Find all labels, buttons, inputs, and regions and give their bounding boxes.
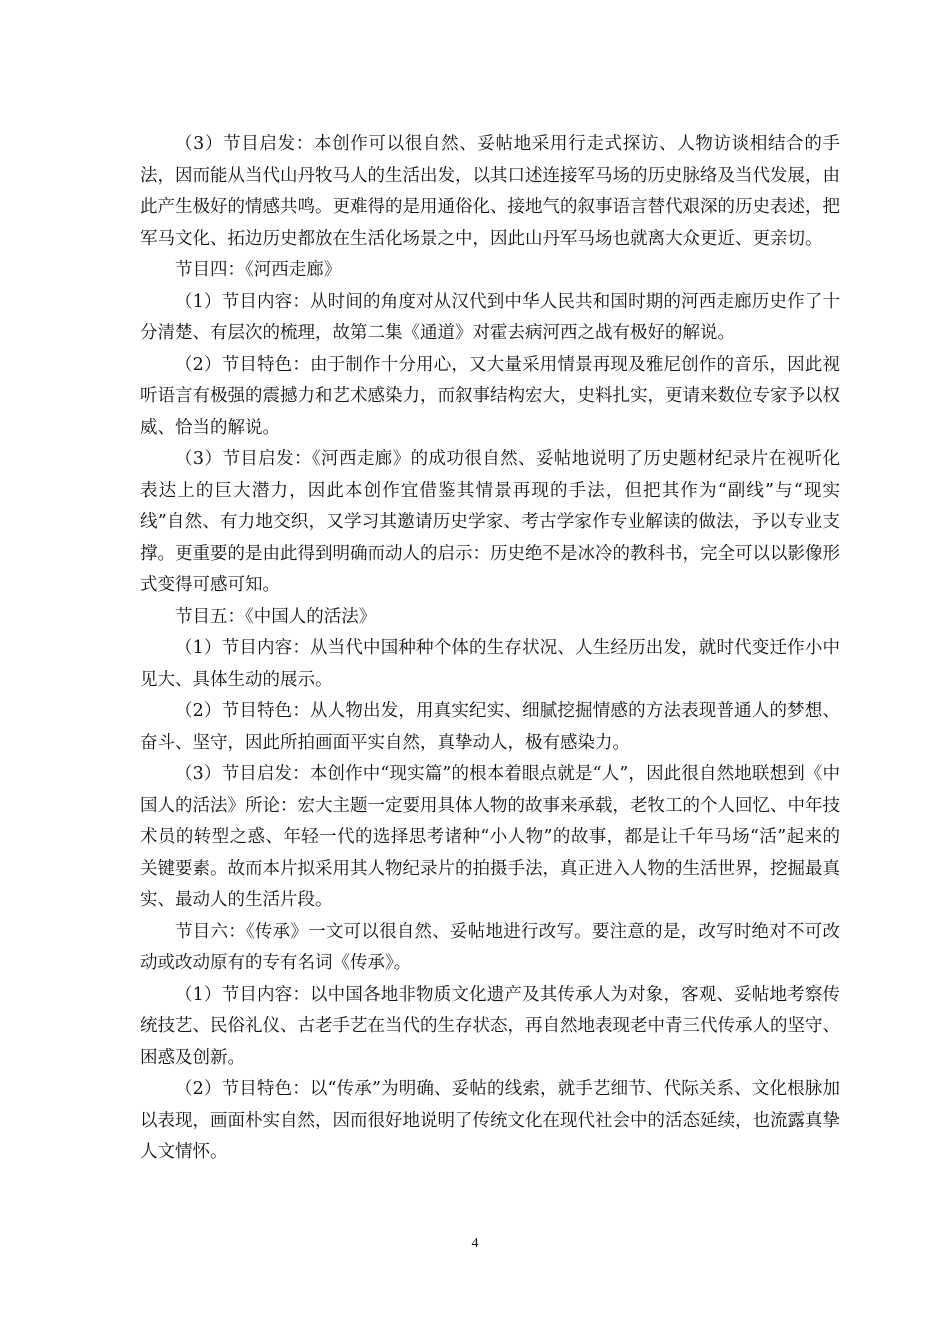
paragraph: （2）节目特色：以“传承”为明确、妥帖的线索，就手艺细节、代际关系、文化根脉加以表现，画面朴实自然，因而很好地说明了传统文化在现代社会中的活态延续，也流露真挚人文情怀。 <box>140 1079 840 1162</box>
paragraph: （3）节目启发：本创作中“现实篇”的根本着眼点就是“人”，因此很自然地联想到《中国人的活法》所论：宏大主题一定要用具体人物的故事来承载，老牧工的个人回忆、中年技术员的转型之惑、年轻一代的选择思考诸种“小人物”的故事，都是让千年马场“活”起来的关键要素。故而本片拟采用其人物纪录片的拍摄手法，真正进入人物的生活世界，挖掘最真实、最动人的生活片段。 <box>140 764 840 910</box>
section-heading: 节目六：《传承》一文可以很自然、妥帖地进行改写。要注意的是，改写时绝对不可改动或改动原有的专有名词《传承》。 <box>140 921 840 973</box>
paragraph: （1）节目内容：从当代中国种种个体的生存状况、人生经历出发，就时代变迁作小中见大、具体生动的展示。 <box>140 638 840 690</box>
paragraph: （3）节目启发：本创作可以很自然、妥帖地采用行走式探访、人物访谈相结合的手法，因而能从当代山丹牧马人的生活出发，以其口述连接军马场的历史脉络及当代发展，由此产生极好的情感共鸣。更难得的是用通俗化、接地气的叙事语言替代艰深的历史表述，把军马文化、拓边历史都放在生活化场景之中，因此山丹军马场也就离大众更近、更亲切。 <box>140 134 840 249</box>
paragraph: （3）节目启发：《河西走廊》的成功很自然、妥帖地说明了历史题材纪录片在视听化表达上的巨大潜力，因此本创作宜借鉴其情景再现的手法，但把其作为“副线”与“现实线”自然、有力地交织，又学习其邀请历史学家、考古学家作专业解读的做法，予以专业支撑。更重要的是由此得到明确而动人的启示：历史绝不是冰冷的教科书，完全可以以影像形式变得可感可知。 <box>140 449 840 595</box>
paragraph: （2）节目特色：从人物出发，用真实纪实、细腻挖掘情感的方法表现普通人的梦想、奋斗、坚守，因此所拍画面平实自然，真挚动人，极有感染力。 <box>140 701 840 753</box>
paragraph: （1）节目内容：从时间的角度对从汉代到中华人民共和国时期的河西走廊历史作了十分清楚、有层次的梳理，故第二集《通道》对霍去病河西之战有极好的解说。 <box>140 291 840 343</box>
section-heading: 节目四：《河西走廊》 <box>175 260 342 280</box>
body-text <box>140 129 840 1169</box>
paragraph: （1）节目内容：以中国各地非物质文化遗产及其传承人为对象，客观、妥帖地考察传统技艺、民俗礼仪、古老手艺在当代的生存状态，再自然地表现老中青三代传承人的坚守、困惑及创新。 <box>140 984 840 1068</box>
section-heading: 节目五：《中国人的活法》 <box>175 606 377 627</box>
page-number: 4 <box>471 1236 479 1251</box>
paragraph: （2）节目特色：由于制作十分用心，又大量采用情景再现及雅尼创作的音乐，因此视听语言有极强的震撼力和艺术感染力，而叙事结构宏大，史料扎实，更请来数位专家予以权威、恰当的解说。 <box>140 354 840 438</box>
